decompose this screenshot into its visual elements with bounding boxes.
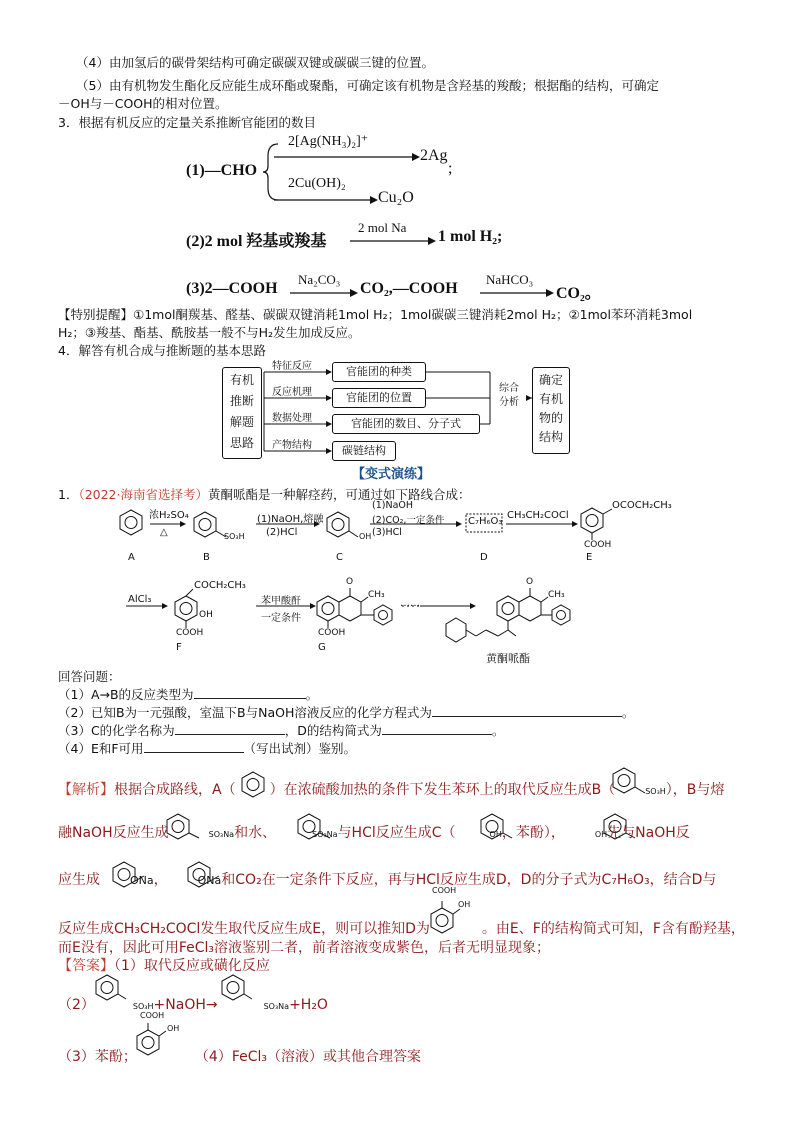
answer-1: （1）取代反应或磺化反应 xyxy=(114,958,270,974)
eq3-reagent-2: NaHCO₃ xyxy=(486,272,534,287)
subq-2-text: （2）已知B为一元强酸，室温下B与NaOH溶液反应的化学方程式为 xyxy=(58,705,432,720)
eq1-label: (1)—CHO xyxy=(186,162,258,179)
reagent-4: CH₃CH₂COCl xyxy=(507,510,569,521)
answer-4: （4）FeCl₃（溶液）或其他合理答案 xyxy=(194,1049,422,1065)
subq-3-text-b: ，D的结构简式为 xyxy=(284,723,382,738)
flow-label-1: 特征反应 xyxy=(272,361,312,372)
label-A: A xyxy=(128,552,135,563)
G-ch3: CH₃ xyxy=(368,590,385,600)
eq3-product: CO₂。 xyxy=(556,285,601,302)
E-substituent: OCOCH₂CH₃ xyxy=(612,500,672,511)
C-oh: OH xyxy=(359,532,372,541)
flow-left-line-1: 有机 xyxy=(229,373,254,387)
analysis-l3a: 应生成 xyxy=(58,872,100,888)
question-source: （2022·海南省选择考） xyxy=(78,487,208,502)
analysis-l4b: 。由E、F的结构简式可知，F含有酚羟基， xyxy=(481,921,745,937)
eq2-product: 1 mol H₂; xyxy=(438,228,503,245)
eq1-sep: ; xyxy=(448,160,453,177)
heading-4: 4．解答有机合成与推断题的基本思路 xyxy=(58,343,266,358)
analysis-l3c: 和CO₂在一定条件下反应，再与HCl反应生成D，D的分子式为C₇H₆O₃，结合D与 xyxy=(221,872,717,888)
heading-3: 3．根据有机反应的定量关系推断官能团的数目 xyxy=(58,115,316,130)
flow-right-line-4: 结构 xyxy=(538,430,563,444)
analysis-line-3 xyxy=(58,869,716,889)
eq1-bot-product: Cu₂O xyxy=(378,189,414,206)
eq1-top-reagent: 2[Ag(NH₃)₂]⁺ xyxy=(288,134,369,149)
subq-4-text-b: （写出试剂）鉴别。 xyxy=(243,741,357,756)
eq3-mid: CO₂,—COOH xyxy=(360,280,458,297)
answer-line-3 xyxy=(58,1046,421,1066)
analysis-l3-ona-2: ONa xyxy=(197,874,222,887)
answer-3-oh: OH xyxy=(167,1024,180,1033)
eq2-label: (2)2 mol 羟基或羧基 xyxy=(186,233,327,250)
flow-mid-line-1: 综合 xyxy=(499,383,519,394)
subq-4-text-a: （4）E和F可用 xyxy=(58,741,144,756)
analysis-l2c: 与HCl反应生成C（ xyxy=(337,825,456,841)
subq-3-end: 。 xyxy=(491,723,505,738)
analysis-l2a: 融NaOH反应生成 xyxy=(58,825,169,841)
reagent-3b: (2)CO₂,一定条件 xyxy=(372,515,445,526)
answer-2-so3h: SO₃H xyxy=(132,1002,154,1011)
tip-line-1: 【特别提醒】①1mol酮羰基、醛基、碳碳双键消耗1mol H₂；1mol碳碳三键消耗2mol H₂；②1mol苯环消耗3mol xyxy=(58,307,693,322)
analysis-line-2 xyxy=(58,822,690,842)
analysis-l2-oh: OH xyxy=(489,830,502,839)
reagent-6b: 一定条件 xyxy=(261,613,301,624)
analysis-l2d: ，苯酚）， xyxy=(501,825,565,841)
analysis-l2b: 和水、 xyxy=(234,825,277,841)
flow-label-3: 数据处理 xyxy=(272,413,312,424)
analysis-l3-ona: ONa xyxy=(130,874,154,887)
answer-2-water: +H₂O xyxy=(289,997,328,1013)
question-text: 黄酮哌酯是一种解痉药，可通过如下路线合成： xyxy=(208,487,471,502)
label-C: C xyxy=(336,552,343,563)
flow-left-line-2: 推断 xyxy=(229,394,254,408)
label-F: F xyxy=(176,642,182,653)
reagent-3c: (3)HCl xyxy=(372,527,402,538)
final-ch3: CH₃ xyxy=(548,590,565,600)
analysis-line-5: 而E没有，因此可用FeCl₃溶液鉴别二者，前者溶液变成紫色，后者无明显现象； xyxy=(58,940,551,956)
analysis-line-1 xyxy=(58,779,724,799)
F-cooh: COOH xyxy=(176,628,204,638)
reagent-6a: 苯甲酸酐 xyxy=(261,596,301,607)
answer-line-2 xyxy=(58,994,328,1014)
analysis-l1c: ），B与熔 xyxy=(665,782,725,798)
subq-3-text-a: （3）C的化学名称为 xyxy=(58,723,175,738)
reagent-5: AlCl₃ xyxy=(128,594,152,605)
analysis-l2-so3na-2: SO₃Na xyxy=(312,830,338,839)
analysis-l4-oh: OH xyxy=(458,900,471,909)
eq1-bot-reagent: 2Cu(OH)₂ xyxy=(288,176,346,191)
answer-2-so3na: SO₃Na xyxy=(263,1002,290,1011)
eq2-reagent: 2 mol Na xyxy=(358,220,407,235)
intro-p5b: －OH与－COOH的相对位置。 xyxy=(58,96,228,111)
label-D: D xyxy=(480,552,488,563)
label-E: E xyxy=(586,552,593,563)
intro-p5a: （5）由有机物发生酯化反应能生成环酯或聚酯，可确定该有机物是含羟基的羧酸；根据酯的结构，可确定 xyxy=(76,78,659,93)
answer-3: （3）苯酚； xyxy=(58,1049,137,1065)
analysis-tag: 【解析】 xyxy=(58,782,114,798)
answer-intro: 回答问题： xyxy=(58,669,121,684)
flow-left-line-4: 思路 xyxy=(229,436,254,450)
answer-3-cooh: COOH xyxy=(140,1011,165,1020)
flow-box-4: 碳链结构 xyxy=(332,441,396,461)
dots: …… xyxy=(400,598,420,609)
eq3-reagent-1: Na₂CO₃ xyxy=(298,272,341,287)
G-cooh: COOH xyxy=(318,628,346,638)
reagent-1-heat: △ xyxy=(160,527,168,538)
analysis-l1b: ）在浓硫酸加热的条件下发生苯环上的取代反应生成B（ xyxy=(269,782,616,798)
answer-tag: 【答案】 xyxy=(58,958,114,974)
reagent-3a: (1)NaOH xyxy=(372,500,414,511)
F-oh: OH xyxy=(199,610,213,620)
analysis-l2-oh-2: OH xyxy=(594,830,608,839)
E-cooh: COOH xyxy=(584,540,612,550)
flow-label-2: 反应机理 xyxy=(272,387,312,398)
reagent-1: 浓H₂SO₄ xyxy=(149,510,189,521)
intro-p4: （4）由加氢后的碳骨架结构可确定碳碳双键或碳碳三键的位置。 xyxy=(76,55,434,70)
question-number: 1． xyxy=(58,487,79,502)
analysis-l4-cooh: COOH xyxy=(432,886,457,895)
flow-right-line-3: 物的 xyxy=(538,411,563,425)
flow-label-4: 产物结构 xyxy=(272,440,312,451)
reagent-2a: (1)NaOH,熔融 xyxy=(257,514,324,525)
flow-right-line-1: 确定 xyxy=(538,373,563,387)
subq-1-text: （1）A→B的反应类型为 xyxy=(58,687,194,702)
analysis-l4a: 反应生成CH₃CH₂COCl发生取代反应生成E，则可以推知D为 xyxy=(58,921,430,937)
answer-2-plus: +NaOH→ xyxy=(153,997,218,1013)
analysis-l1a: 根据合成路线，A（ xyxy=(114,782,236,798)
analysis-l1-so3h: SO₃H xyxy=(645,787,666,796)
subq-2-end: 。 xyxy=(621,705,635,720)
label-G: G xyxy=(318,642,326,653)
flow-box-3: 官能团的数目、分子式 xyxy=(332,414,480,434)
eq1-top-product: 2Ag xyxy=(420,147,448,164)
label-B: B xyxy=(203,552,210,563)
eq3-label: (3)2—COOH xyxy=(186,280,278,297)
final-name: 黄酮哌酯 xyxy=(486,652,530,665)
flow-right-line-2: 有机 xyxy=(538,392,563,406)
G-o: O xyxy=(346,577,354,587)
flow-box-1: 官能团的种类 xyxy=(332,362,426,382)
subq-1-end: 。 xyxy=(305,687,319,702)
analysis-l3b: ， xyxy=(153,872,168,888)
analysis-l2-so3na: SO₃Na xyxy=(208,830,235,839)
flow-left-line-3: 解题 xyxy=(229,415,254,429)
section-title: 【变式演练】 xyxy=(352,467,431,482)
analysis-l2e: 先与NaOH反 xyxy=(607,825,690,841)
flow-box-2: 官能团的位置 xyxy=(332,388,426,408)
flow-mid-line-2: 分析 xyxy=(499,397,519,408)
analysis-line-4 xyxy=(58,918,745,938)
answer-line-1 xyxy=(58,955,270,975)
tip-line-2: H₂；③羧基、酯基、酰胺基一般不与H₂发生加成反应。 xyxy=(58,325,361,340)
F-top: COCH₂CH₃ xyxy=(194,580,246,591)
reagent-2b: (2)HCl xyxy=(266,527,298,538)
D-formula: C₇H₆O₃ xyxy=(468,516,503,527)
B-so3h: SO₃H xyxy=(224,532,245,541)
final-o: O xyxy=(526,577,534,587)
answer-2-num: （2） xyxy=(58,997,95,1013)
